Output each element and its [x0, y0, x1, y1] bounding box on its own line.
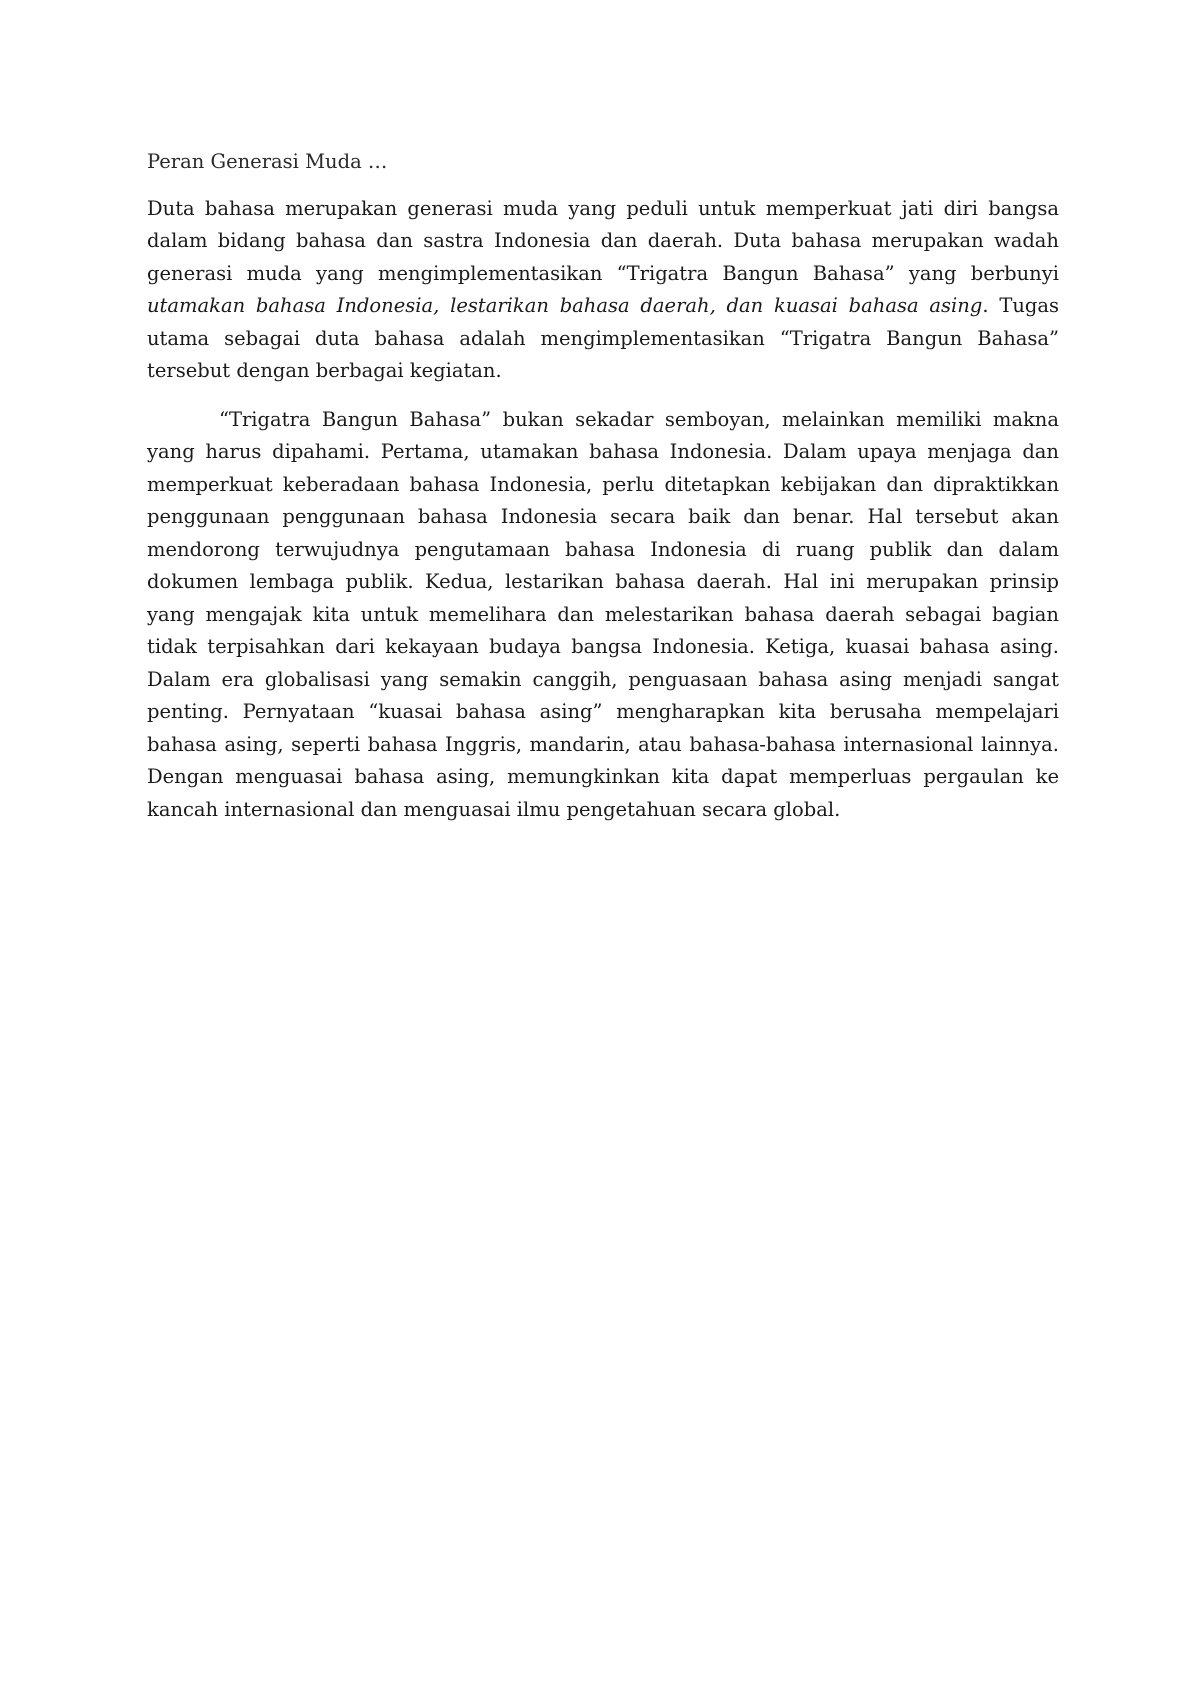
paragraph-intro — [147, 193, 1059, 388]
document-title: Peran Generasi Muda … — [147, 150, 388, 173]
paragraph-intro-text-end: . Tugas utama sebagai duta bahasa adalah mengimplementasikan “Trigatra Bangun Bahasa” tersebut dengan berbagai kegiatan. — [147, 294, 1060, 382]
paragraph-trigatra: “Trigatra Bangun Bahasa” bukan sekadar semboyan, melainkan memiliki makna yang harus dipahami. Pertama, utamakan bahasa Indonesia. Dalam upaya menjaga dan memperkuat keberadaan bahasa Indonesia, perlu ditetapkan kebijakan dan dipraktikkan penggunaan penggunaan bahasa Indonesia secara baik dan benar. Hal tersebut akan mendorong terwujudnya pengutamaan bahasa Indonesia di ruang publik dan dalam dokumen lembaga publik. Kedua, lestarikan bahasa daerah. Hal ini merupakan prinsip yang mengajak kita untuk memelihara dan melestarikan bahasa daerah sebagai bagian tidak terpisahkan dari kekayaan budaya bangsa Indonesia. Ketiga, kuasai bahasa asing. Dalam era globalisasi yang semakin canggih, penguasaan bahasa asing menjadi sangat penting. Pernyataan “kuasai bahasa asing” mengharapkan kita berusaha mempelajari bahasa asing, seperti bahasa Inggris, mandarin, atau bahasa-bahasa internasional lainnya. Dengan menguasai bahasa asing, memungkinkan kita dapat memperluas pergaulan ke kancah internasional dan menguasai ilmu pengetahuan secara global. — [147, 407, 1059, 821]
paragraph-intro-text-start: Duta bahasa merupakan generasi muda yang peduli untuk memperkuat jati diri bangsa dalam bidang bahasa dan sastra Indonesia dan daerah. Duta bahasa merupakan wadah generasi muda yang mengimplementasikan “Trigatra Bangun Bahasa” yang berbunyi — [147, 196, 1059, 285]
paragraph-intro-italic-motto: utamakan bahasa Indonesia, lestarikan bahasa daerah, dan kuasai bahasa asing — [147, 294, 983, 317]
document-body — [147, 146, 1059, 842]
